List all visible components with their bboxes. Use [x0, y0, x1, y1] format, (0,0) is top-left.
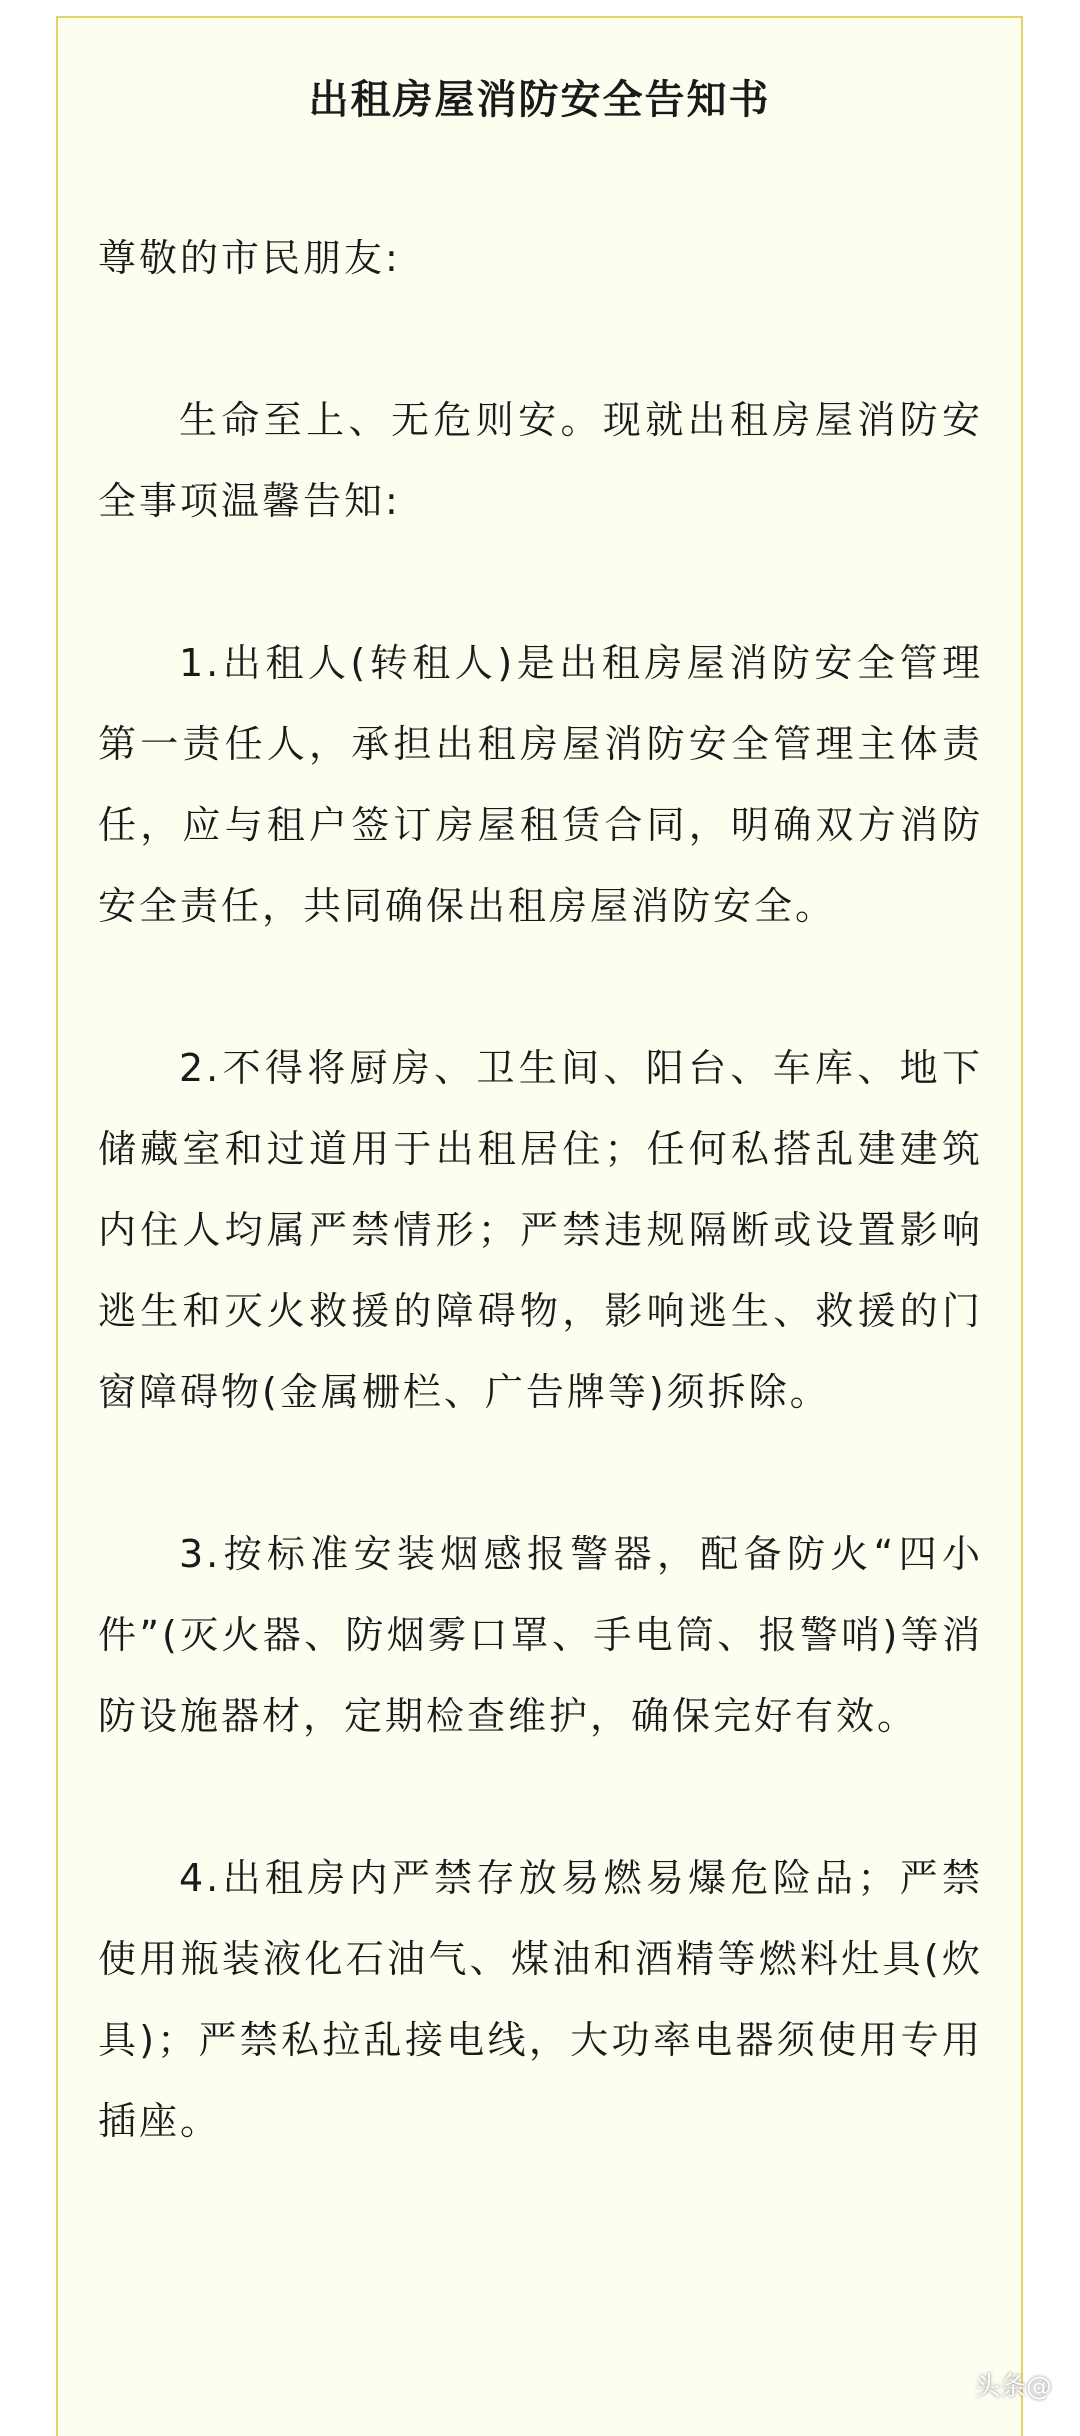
- paragraph-item-4: 4.出租房内严禁存放易燃易爆危险品；严禁使用瓶装液化石油气、煤油和酒精等燃料灶具(炊具)；严禁私拉乱接电线，大功率电器须使用专用插座。: [98, 1856, 983, 2143]
- notice-body: [98, 218, 983, 2162]
- greeting: 尊敬的市民朋友:: [98, 236, 401, 280]
- notice-card: [56, 16, 1023, 2436]
- notice-title: 出租房屋消防安全告知书: [308, 77, 771, 123]
- paragraph-item-3: 3.按标准安装烟感报警器，配备防火“四小件”(灭火器、防烟雾口罩、手电筒、报警哨)等消防设施器材，定期检查维护，确保完好有效。: [98, 1532, 983, 1738]
- paragraph-item-1: 1.出租人(转租人)是出租房屋消防安全管理第一责任人，承担出租房屋消防安全管理主体责任，应与租户签订房屋租赁合同，明确双方消防安全责任，共同确保出租房屋消防安全。: [98, 641, 983, 928]
- paragraph-intro: 生命至上、无危则安。现就出租房屋消防安全事项温馨告知:: [98, 398, 983, 523]
- watermark: 头条@: [973, 2372, 1052, 2402]
- paragraph-item-2: 2.不得将厨房、卫生间、阳台、车库、地下储藏室和过道用于出租居住；任何私搭乱建建筑内住人均属严禁情形；严禁违规隔断或设置影响逃生和灭火救援的障碍物，影响逃生、救援的门窗障碍物(金属栅栏、广告牌等)须拆除。: [98, 1046, 983, 1414]
